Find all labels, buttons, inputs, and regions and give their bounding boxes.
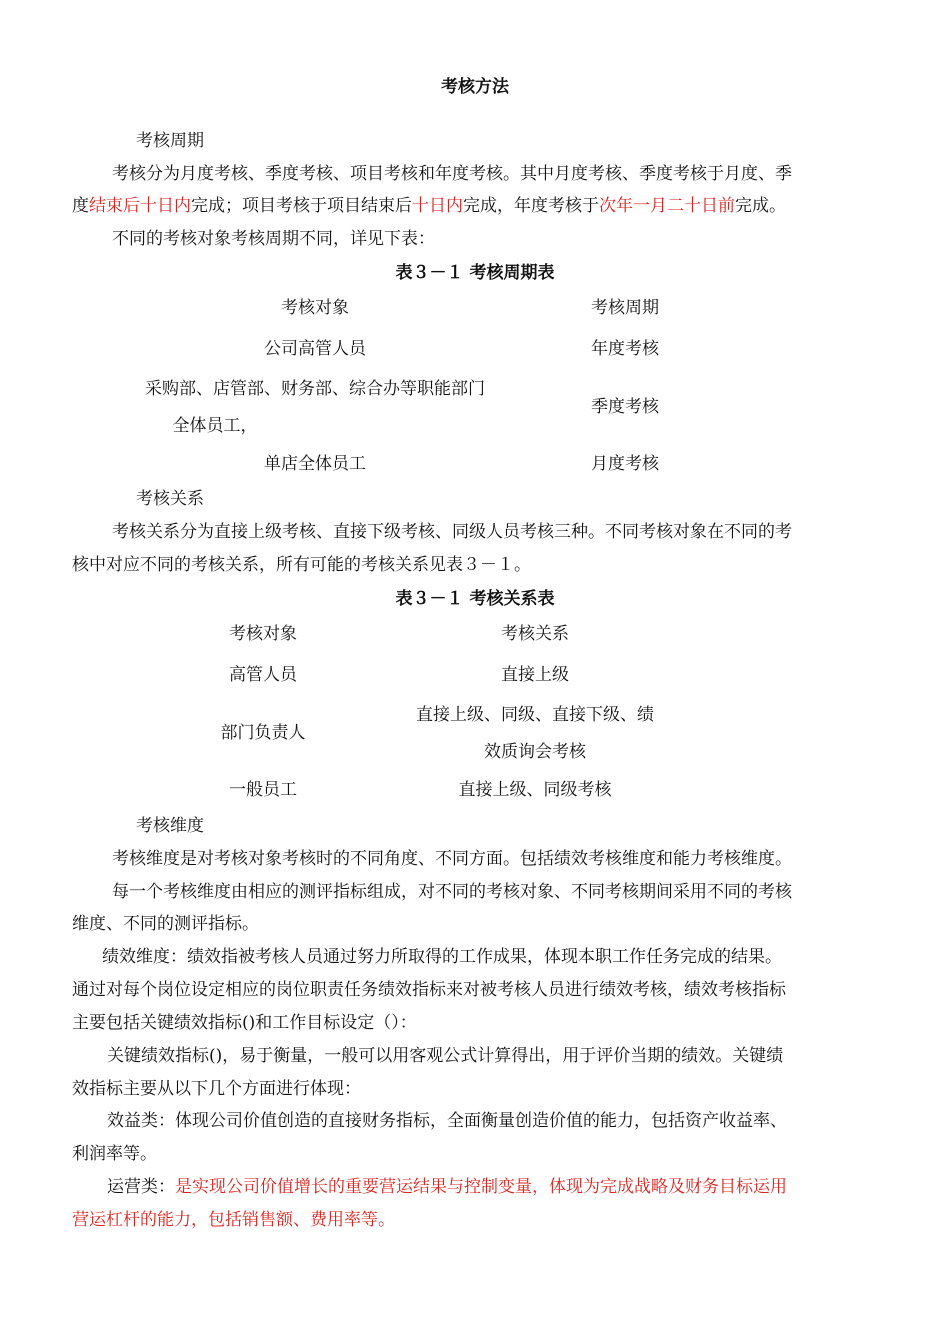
page-title: 考核方法 [441, 77, 509, 97]
paragraph-line: 考核关系分为直接上级考核、直接下级考核、同级人员考核三种。不同考核对象在不同的考 [112, 522, 792, 542]
table-cell: 年度考核 [591, 339, 659, 359]
highlight-text: 营运杠杆的能力，包括销售额、费用率等。 [72, 1210, 395, 1230]
paragraph-line: 考核维度是对考核对象考核时的不同角度、不同方面。包括绩效考核维度和能力考核维度。 [112, 849, 792, 869]
table-cell: 直接上级、同级、直接下级、绩 [416, 705, 654, 725]
paragraph-line: 效指标主要从以下几个方面进行体现： [72, 1079, 361, 1099]
paragraph-line: 维度、不同的测评指标。 [72, 914, 259, 934]
paragraph-line: 不同的考核对象考核周期不同，详见下表： [112, 229, 435, 249]
highlight-text: 是实现公司价值增长的重要营运结果与控制变量，体现为完成战略及财务目标运用 [175, 1177, 787, 1197]
section-heading-cycle: 考核周期 [136, 131, 204, 151]
table-cell: 直接上级 [501, 665, 569, 685]
paragraph-line: 核中对应不同的考核关系，所有可能的考核关系见表３－１。 [72, 555, 531, 575]
table-cell: 部门负责人 [220, 723, 306, 743]
table-cell: 一般员工 [229, 780, 297, 800]
table-cell: 直接上级、同级考核 [458, 780, 612, 800]
highlight-text: 十日内 [412, 196, 463, 216]
table-title: 表３－１ 考核周期表 [395, 263, 555, 283]
table-header: 考核周期 [591, 298, 659, 318]
table-header: 考核关系 [501, 624, 569, 644]
paragraph-line: 运营类：是实现公司价值增长的重要营运结果与控制变量，体现为完成战略及财务目标运用 [107, 1177, 787, 1197]
section-heading-dimension: 考核维度 [136, 816, 204, 836]
table-cell: 季度考核 [591, 397, 659, 417]
paragraph-line: 每一个考核维度由相应的测评指标组成，对不同的考核对象、不同考核期间采用不同的考核 [112, 882, 792, 902]
table-cell: 月度考核 [591, 454, 659, 474]
paragraph-line: 通过对每个岗位设定相应的岗位职责任务绩效指标来对被考核人员进行绩效考核，绩效考核指标 [72, 980, 786, 1000]
paragraph-line: 主要包括关键绩效指标()和工作目标设定（）： [72, 1013, 417, 1033]
table-cell: 全体员工， [172, 416, 258, 436]
paragraph-line: 利润率等。 [72, 1144, 157, 1164]
table-cell: 单店全体员工 [264, 454, 366, 474]
table-cell: 效质询会考核 [484, 742, 586, 762]
table-cell: 公司高管人员 [264, 339, 366, 359]
table-cell: 采购部、店管部、财务部、综合办等职能部门 [145, 379, 485, 399]
paragraph-line: 考核分为月度考核、季度考核、项目考核和年度考核。其中月度考核、季度考核于月度、季 [112, 164, 792, 184]
paragraph-line: 绩效维度：绩效指被考核人员通过努力所取得的工作成果，体现本职工作任务完成的结果。 [102, 947, 782, 967]
highlight-text: 次年一月二十日前 [599, 196, 735, 216]
paragraph-line: 效益类：体现公司价值创造的直接财务指标，全面衡量创造价值的能力，包括资产收益率、 [107, 1111, 787, 1131]
table-header: 考核对象 [281, 298, 349, 318]
paragraph-line: 度结束后十日内完成；项目考核于项目结束后十日内完成，年度考核于次年一月二十日前完成。 [72, 196, 786, 216]
section-heading-relation: 考核关系 [136, 489, 204, 509]
table-title: 表３－１ 考核关系表 [395, 589, 555, 609]
table-header: 考核对象 [229, 624, 297, 644]
paragraph-line: 关键绩效指标()，易于衡量，一般可以用客观公式计算得出，用于评价当期的绩效。关键绩 [107, 1046, 784, 1066]
highlight-text: 结束后十日内 [89, 196, 191, 216]
table-cell: 高管人员 [229, 665, 297, 685]
